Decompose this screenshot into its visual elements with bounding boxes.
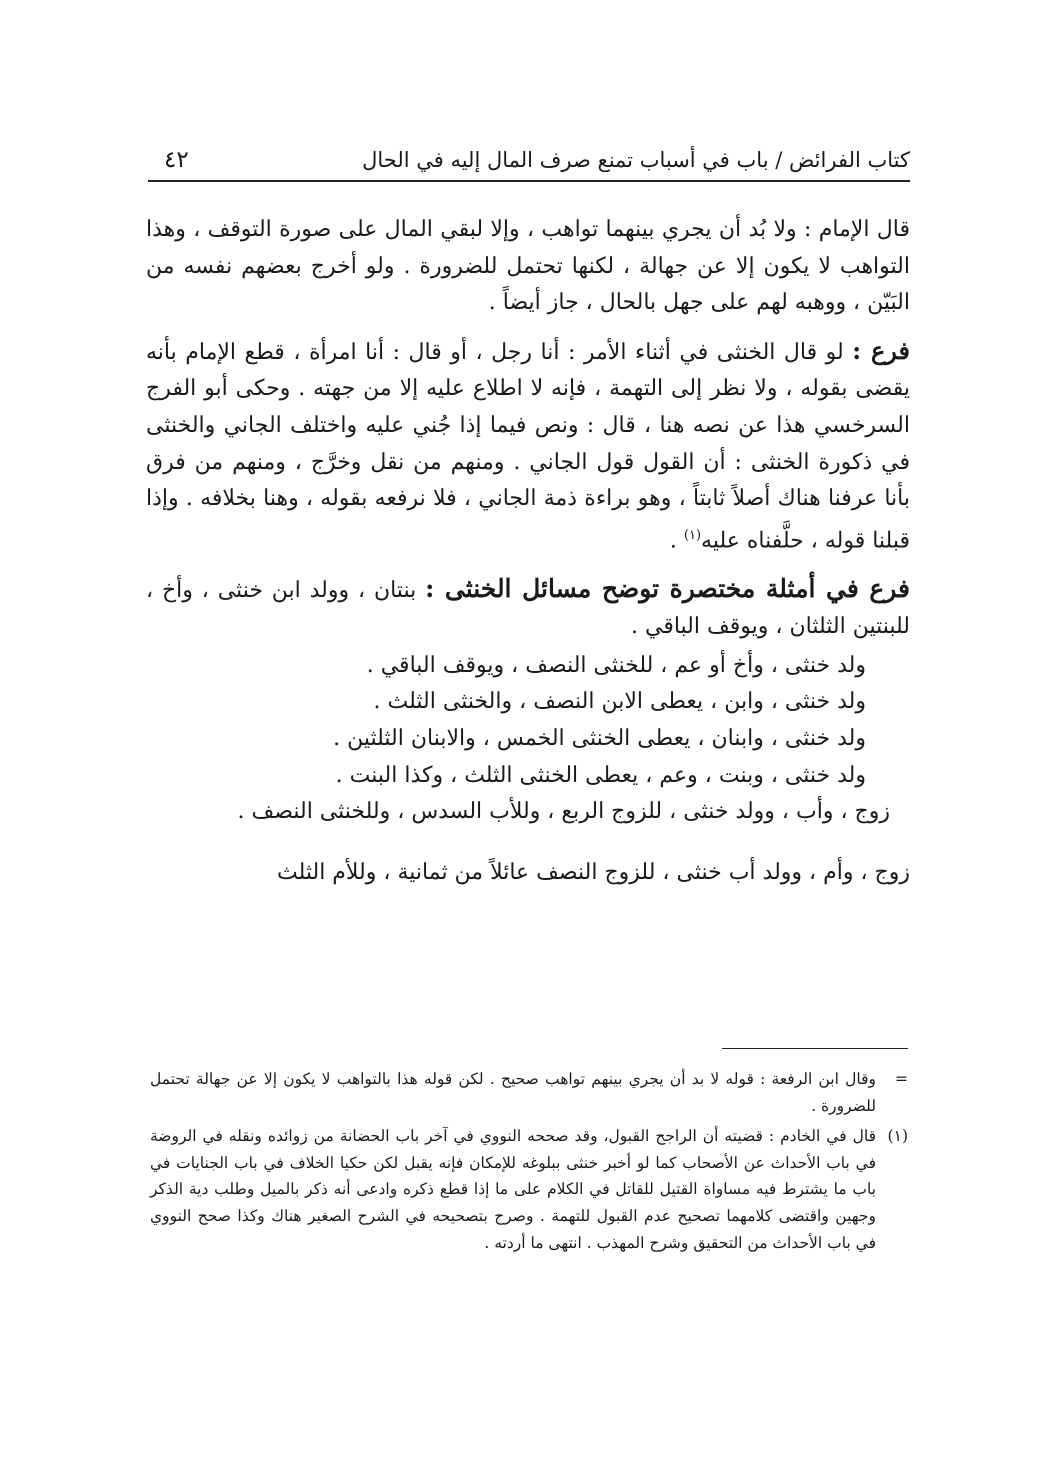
example-spouse-mother: زوج ، وأم ، وولد أب خنثى ، للزوج النصف عائلاً من ثمانية ، وللأم الثلث	[276, 859, 910, 885]
paragraph-far	[146, 333, 910, 560]
footnote-1	[150, 1123, 908, 1256]
example-spouse-father: زوج ، وأب ، وولد خنثى ، للزوج الربع ، وللأب السدس ، وللخنثى النصف .	[237, 799, 890, 825]
example-line: ولد خنثى ، وابن ، يعطى الابن النصف ، والخنثى الثلث .	[373, 689, 866, 715]
paragraph-imam: قال الإمام : ولا بُد أن يجري بينهما تواهب ، وإلا لبقي المال على صورة التوقف ، وهذا التواهب لا يكون إلا عن جهالة ، لكنها تحتمل للضرورة . ولو أخرج بعضهم نفسه من البَيّن ، ووهبه لهم على جهل بالحال ، جاز أيضاً .	[146, 217, 910, 316]
examples-heading: فرع في أمثلة مختصرة توضح مسائل الخنثى :	[425, 573, 911, 603]
footnote-mark: (١)	[887, 1127, 908, 1146]
example-line: ولد خنثى ، وابنان ، يعطى الخنثى الخمس ، والابنان الثلثين .	[333, 726, 866, 752]
footnote-divider	[722, 1048, 908, 1049]
footnote-ref: (١)	[683, 527, 702, 543]
main-text	[146, 212, 910, 891]
footnotes	[150, 1066, 908, 1260]
footnote-text: قال في الخادم : قضيته أن الراجح القبول، وقد صححه النووي في آخر باب الحضانة من زوائده ونقله في الروضة في باب الأحداث عن الأصحاب كما لو أخبر خنثى ببلوغه للإمكان فإنه يقبل لكن حكيا الخلاف في باب الجنايات في باب ما يشترط فيه مساواة القتيل للقاتل في الكلام على ما إذا قطع ذكره وادعى أنه ذكر بالميل وطلب دية الذكر وجهين واقتضى كلامهما تصحيح عدم القبول للتهمة . وصرح بتصحيحه في الشرح الصغير هناك وكذا صحح النووي في باب الأحداث من التحقيق وشرح المهذب . انتهى ما أردته .	[150, 1127, 876, 1252]
far-text: لو قال الخنثى في أثناء الأمر : أنا رجل ، أو قال : أنا امرأة ، قطع الإمام بأنه يقضى بقوله ، ولا نظر إلى التهمة ، فإنه لا اطلاع عليه إلا من جهته . وحكى أبو الفرج السرخسي هذا عن نصه هنا ، قال : ونص فيما إذا جُني عليه واختلف الجاني والخنثى في ذكورة الخنثى : أن القول قول الجاني . ومنهم من نقل وخرَّج ، ومنهم من فرق بأنا عرفنا هناك أصلاً ثابتاً ، وهو براءة ذمة الجاني ، فلا نرفعه بقوله ، وهنا بخلافه . وإذا قبلنا قوله ، حلَّفناه عليه	[146, 339, 910, 554]
paragraph-examples	[146, 571, 910, 646]
running-title: كتاب الفرائض / باب في أسباب تمنع صرف المال إليه في الحال	[362, 148, 910, 172]
footnote-text: وقال ابن الرفعة : قوله لا بد أن يجري بينهم تواهب صحيح . لكن قوله هذا بالتواهب لا يكون إلا عن جهالة تحتمل للضرورة .	[150, 1070, 876, 1115]
far-heading: فرع :	[852, 335, 910, 365]
page-header	[148, 140, 910, 182]
footnote-continued	[150, 1066, 908, 1119]
far-end: .	[669, 528, 684, 554]
examples-intro: بنتان ، وولد ابن خنثى ، وأخ ، للبنتين الثلثان ، ويوقف الباقي .	[146, 577, 910, 640]
page-number: ٤٢	[164, 147, 189, 173]
example-line: ولد خنثى ، وأخ أو عم ، للخنثى النصف ، ويوقف الباقي .	[366, 652, 866, 678]
footnote-mark: =	[895, 1070, 908, 1088]
example-line: ولد خنثى ، وبنت ، وعم ، يعطى الخنثى الثلث ، وكذا البنت .	[335, 762, 866, 788]
